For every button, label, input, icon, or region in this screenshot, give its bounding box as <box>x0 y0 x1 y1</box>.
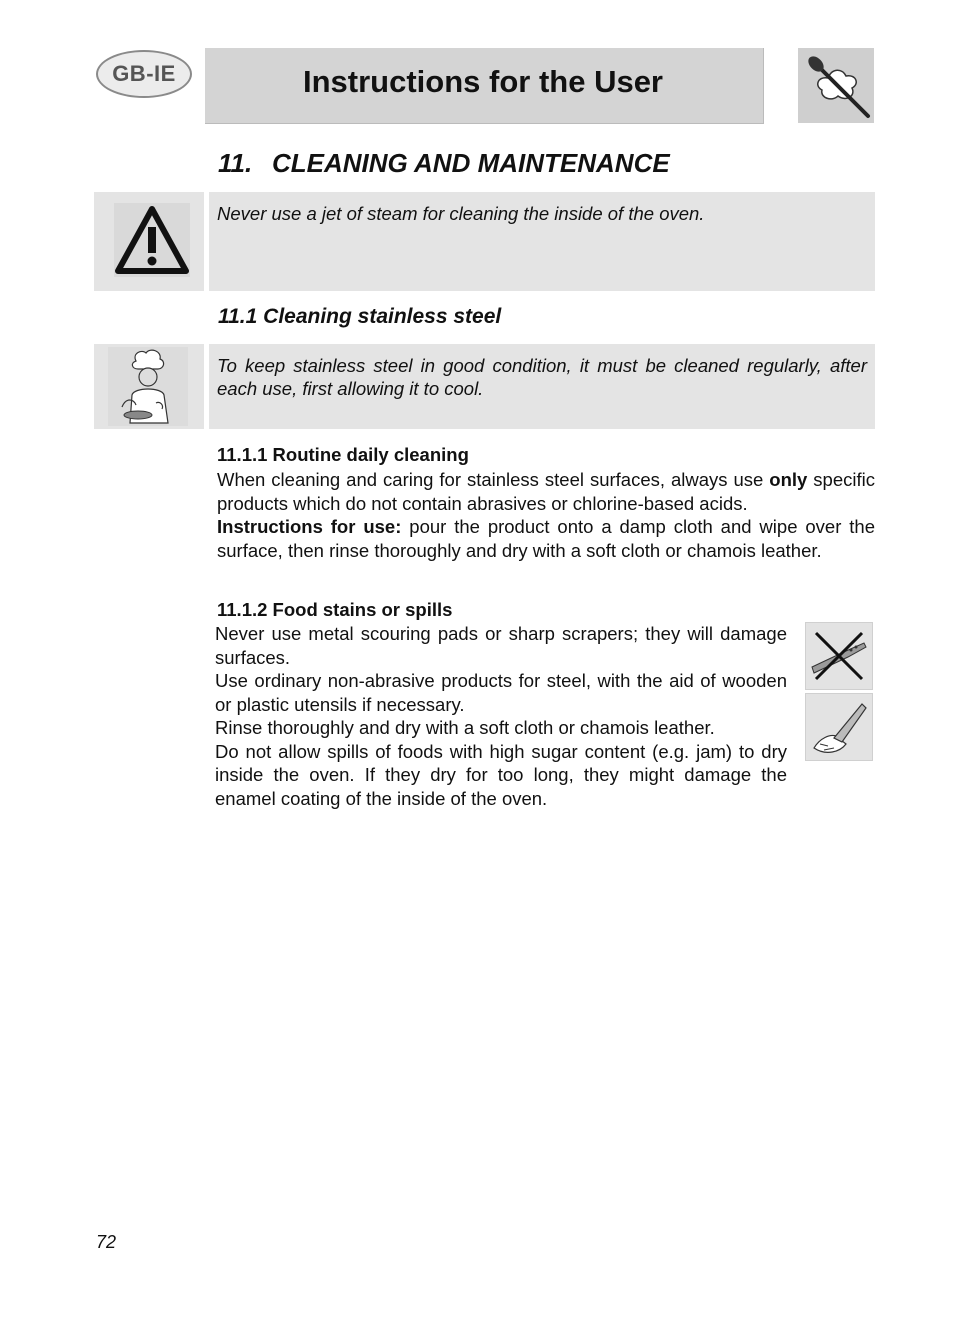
warning-text-box <box>209 192 875 291</box>
food-stains-line: Do not allow spills of foods with high sugar content (e.g. jam) to dry inside the oven. If they dry for too long, they might damage the enamel coating of the inside of the oven. <box>215 740 787 809</box>
header-bar <box>205 48 764 124</box>
chef-note-box <box>209 344 875 429</box>
warning-icon-cell <box>94 192 204 291</box>
page-title: Instructions for the User <box>303 64 663 99</box>
section-number: 11. <box>218 148 253 178</box>
section-title <box>218 148 670 179</box>
page-number: 72 <box>96 1232 117 1252</box>
routine-paragraph-1: When cleaning and caring for stainless steel surfaces, always use only specific products which do not contain abrasives or chlorine-based acids. <box>217 469 875 514</box>
chef-icon <box>108 347 188 426</box>
section-title-text: CLEANING AND MAINTENANCE <box>272 148 670 178</box>
routine-text <box>217 468 875 562</box>
warning-triangle-icon <box>114 203 190 277</box>
routine-paragraph-2: Instructions for use: pour the product onto a damp cloth and wipe over the surface, then rinse thoroughly and dry with a soft cloth or chamois leather. <box>217 516 875 561</box>
language-badge: GB-IE <box>96 50 192 98</box>
food-stains-heading: 11.1.2 Food stains or spills <box>217 599 453 620</box>
chef-note-text: To keep stainless steel in good condition, it must be cleaned regularly, after each use, first allowing it to cool. <box>217 355 867 399</box>
spoon-chef-hat-icon <box>798 48 874 123</box>
no-scraper-icon <box>805 622 873 690</box>
chef-icon-cell <box>94 344 204 429</box>
food-stains-text <box>215 622 787 810</box>
cleaning-cloth-icon <box>805 693 873 761</box>
subsection-title: 11.1 Cleaning stainless steel <box>218 305 502 328</box>
warning-text: Never use a jet of steam for cleaning the inside of the oven. <box>217 203 705 224</box>
food-stains-line: Never use metal scouring pads or sharp scrapers; they will damage surfaces. <box>215 623 787 668</box>
food-stains-line: Use ordinary non-abrasive products for steel, with the aid of wooden or plastic utensils if necessary. <box>215 670 787 715</box>
food-stains-line: Rinse thoroughly and dry with a soft cloth or chamois leather. <box>215 717 715 738</box>
routine-heading: 11.1.1 Routine daily cleaning <box>217 444 469 465</box>
